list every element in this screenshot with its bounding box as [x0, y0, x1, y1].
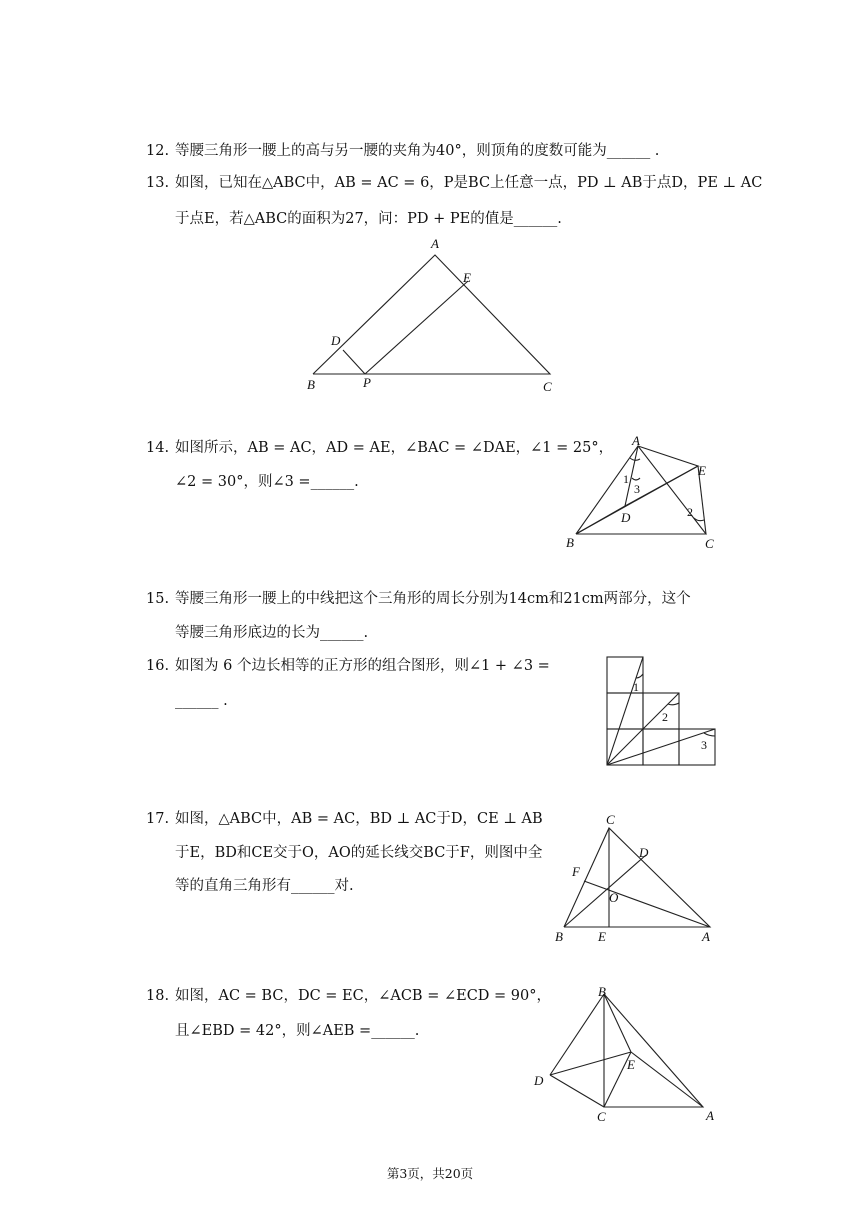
question-number: 15. [146, 591, 170, 607]
question-number: 12. [146, 143, 170, 159]
label-e: E [463, 270, 471, 285]
label-d: D [534, 1073, 544, 1088]
label-angle-1: 1 [633, 680, 639, 694]
angle-arc-3 [704, 733, 715, 736]
question-number: 18. [146, 988, 170, 1004]
label-f: F [572, 864, 580, 879]
segment-ae [631, 1052, 703, 1107]
label-p: P [363, 375, 371, 390]
segment-dc [550, 1075, 604, 1107]
question-number: 13. [146, 175, 170, 191]
triangle-abc [576, 446, 706, 534]
label-b: B [307, 377, 315, 392]
segment-db [550, 994, 604, 1075]
label-a: A [702, 929, 710, 944]
label-d: D [639, 845, 649, 860]
question-number: 16. [146, 658, 170, 674]
figure-q13 [300, 235, 570, 400]
question-text-line-2: 且∠EBD = 42°，则∠AEB =______. [175, 1023, 420, 1039]
label-c: C [597, 1109, 606, 1124]
segment-de [550, 1052, 631, 1075]
label-e: E [627, 1057, 635, 1072]
question-number: 14. [146, 440, 170, 456]
label-a: A [431, 236, 439, 251]
label-e: E [598, 929, 606, 944]
question-text-line-1: 如图，AC = BC，DC = EC，∠ACB = ∠ECD = 90°， [175, 988, 551, 1004]
label-angle-1: 1 [623, 472, 629, 486]
angle-arc-3 [632, 478, 640, 480]
label-angle-3: 3 [701, 738, 707, 752]
question-text-line-1: 如图为 6 个边长相等的正方形的组合图形，则∠1 + ∠3 = [175, 658, 550, 674]
question-text-line-1: 如图，△ABC中，AB = AC，BD ⊥ AC于D，CE ⊥ AB [175, 811, 543, 827]
question-text-line-1: 如图，已知在△ABC中，AB = AC = 6，P是BC上任意一点，PD ⊥ AB于点D，PE ⊥ AC [175, 175, 763, 191]
label-c: C [543, 379, 552, 394]
triangle-abc [564, 828, 710, 927]
question-text-line-3: 等的直角三角形有______对. [175, 878, 354, 894]
segment-be [604, 994, 631, 1052]
triangle-acb [604, 994, 703, 1107]
label-c: C [606, 812, 615, 827]
segment-af [584, 881, 710, 927]
page-footer: 第3页，共20页 [386, 1166, 474, 1181]
question-text-line-2: 等腰三角形底边的长为______. [175, 625, 369, 641]
label-o: O [609, 890, 619, 905]
label-a: A [706, 1108, 714, 1123]
figure-q18 [528, 982, 723, 1127]
label-angle-3: 3 [634, 482, 640, 496]
question-text-line-2: ∠2 = 30°，则∠3 =______. [175, 474, 359, 490]
question-text-line-2: ______ . [175, 693, 228, 709]
label-d: D [621, 510, 631, 525]
label-angle-2: 2 [687, 505, 693, 519]
label-c: C [705, 536, 714, 551]
label-b: B [598, 984, 606, 999]
label-b: B [555, 929, 563, 944]
question-text-line-1: 如图所示，AB = AC，AD = AE，∠BAC = ∠DAE，∠1 = 25°， [175, 440, 614, 456]
label-angle-2: 2 [662, 710, 668, 724]
label-d: D [331, 333, 341, 348]
figure-q14 [560, 432, 730, 557]
angle-arc-2 [668, 703, 679, 705]
segment-pd [343, 350, 365, 374]
question-number: 17. [146, 811, 170, 827]
question-text-line-2: 于E，BD和CE交于O，AO的延长线交BC于F，则图中全 [175, 845, 543, 861]
figure-q17 [550, 810, 725, 950]
label-e: E [698, 463, 706, 478]
square-bottom-3 [679, 729, 715, 765]
figure-q16 [600, 650, 725, 775]
diagonal-1 [607, 657, 643, 765]
question-text-line-1: 等腰三角形一腰上的中线把这个三角形的周长分别为14cm和21cm两部分，这个 [175, 591, 691, 607]
question-text: 等腰三角形一腰上的高与另一腰的夹角为40°，则顶角的度数可能为______ . [175, 143, 660, 159]
segment-pe [365, 281, 468, 374]
label-b: B [566, 535, 574, 550]
label-a: A [632, 433, 640, 448]
segment-bd [576, 506, 625, 534]
question-text-line-2: 于点E，若△ABC的面积为27，问：PD + PE的值是______. [175, 211, 562, 227]
diagonal-3 [607, 729, 715, 765]
